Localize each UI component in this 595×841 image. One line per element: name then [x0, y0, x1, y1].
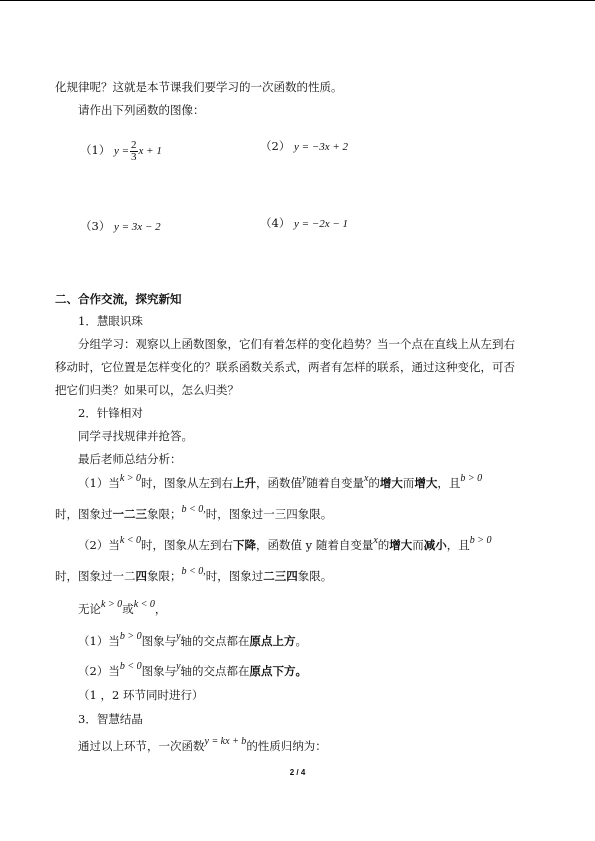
either-condition: [78, 599, 167, 618]
text: （1）当: [78, 476, 120, 490]
condition-k: k > 0: [119, 473, 142, 484]
note-text: （1 ，2 环节同时进行）: [78, 688, 204, 702]
text: 时，图象从左到右: [141, 538, 234, 552]
keyword: 原点下方。: [249, 664, 308, 678]
case-2-line-1: [78, 535, 492, 554]
variable-x: x: [373, 535, 378, 546]
variable-x: x: [363, 473, 369, 484]
text: ，函数值: [256, 476, 303, 490]
keyword: 下降: [233, 538, 257, 552]
text: 通过以上环节，一次函数: [78, 739, 205, 753]
text: 图象与: [141, 664, 177, 678]
function-4-number: （4）: [260, 216, 291, 230]
condition-b: b < 0,: [181, 504, 206, 515]
linear-function-formula: y = kx + b: [204, 736, 247, 747]
function-1: [80, 136, 162, 165]
text: 象限；: [147, 507, 182, 521]
variable-y: y: [176, 661, 181, 672]
text: 的: [368, 476, 380, 490]
subsection-1-title: 1．慧眼识珠: [78, 314, 143, 328]
keyword: 上升: [233, 476, 257, 490]
text: ，: [154, 602, 167, 616]
subsection-2-title: 2．针锋相对: [78, 406, 143, 420]
section-heading: 二、合作交流，探究新知: [55, 292, 182, 306]
case-1-line-1: [78, 473, 483, 492]
condition-b: b < 0: [119, 661, 142, 672]
function-4: [260, 216, 348, 231]
text: 的: [377, 538, 390, 552]
text: 时，图象过: [55, 507, 113, 521]
function-1-lhs: y =: [113, 145, 130, 157]
text: ，且: [446, 538, 470, 552]
text: （2）当: [78, 664, 120, 678]
text: 轴的交点都在: [180, 634, 250, 648]
paragraph-line: 分组学习：观察以上函数图象，它们有着怎样的变化趋势？当一个点在直线上从左到右: [78, 337, 515, 351]
text: 时，图象过: [205, 569, 264, 583]
text: （1）当: [78, 634, 120, 648]
function-2-formula: y = −3x + 2: [293, 141, 349, 153]
text: 象限；: [147, 569, 182, 583]
function-3-number: （3）: [80, 219, 111, 233]
text: 时，图象从左到右: [141, 476, 234, 490]
text: 或: [122, 602, 134, 616]
paragraph-line: 同学寻找规律并抢答。: [78, 429, 193, 443]
intro-text: 化规律呢？这就是本节课我们要学习的一次函数的性质。: [55, 80, 343, 94]
keyword: 原点上方: [249, 634, 296, 648]
function-4-formula: y = −2x − 1: [293, 218, 349, 230]
function-2: [260, 139, 348, 154]
fraction-numerator: 2: [131, 138, 137, 151]
function-1-fraction: [130, 140, 138, 163]
fraction-denominator: 3: [131, 150, 137, 163]
text: 。: [295, 634, 308, 648]
condition-k: k < 0: [133, 599, 155, 610]
case-2-line-2: [55, 566, 333, 585]
paragraph-line: 把它们归类？如果可以，怎么归类？: [55, 383, 239, 397]
text: 随着自变量: [306, 476, 364, 490]
keyword: 增大: [414, 476, 438, 490]
top-border-line: [0, 0, 595, 1]
intercept-rule-1: [78, 631, 308, 650]
paragraph-line: 最后老师总结分析：: [78, 452, 182, 466]
condition-k: k > 0: [101, 599, 123, 610]
condition-b: b < 0,: [181, 566, 206, 577]
condition-b: b > 0: [460, 473, 483, 484]
condition-b: b > 0: [119, 631, 142, 642]
text: （2）当: [78, 538, 120, 552]
text: 轴的交点都在: [180, 664, 250, 678]
variable-y: y: [176, 631, 181, 642]
function-1-number: （1）: [80, 143, 111, 157]
function-1-rhs: x + 1: [138, 145, 162, 157]
function-2-number: （2）: [260, 139, 291, 153]
instruction-text: 请作出下列函数的图像：: [78, 103, 205, 117]
text: ，函数值 y 随着自变量: [256, 538, 374, 552]
paragraph-line: 移动时，它位置是怎样变化的？联系函数关系式，两者有怎样的联系，通过这种变化，可否: [55, 360, 515, 374]
text: ，且: [437, 476, 461, 490]
text: 象限。: [297, 569, 333, 583]
summary-line: [78, 736, 327, 755]
text: 时，图象过一二: [55, 569, 136, 583]
keyword: 增大: [389, 538, 413, 552]
variable-y: y: [302, 473, 307, 484]
text: 的性质归纳为：: [246, 739, 327, 753]
text: 而: [412, 538, 424, 552]
subsection-3-title: 3．智慧结晶: [78, 712, 143, 726]
intercept-rule-2: [78, 661, 308, 680]
keyword: 四: [135, 569, 147, 583]
function-3: [80, 219, 161, 234]
condition-b: b > 0: [469, 535, 492, 546]
case-1-line-2: [55, 504, 333, 523]
keyword: 一二三: [112, 507, 147, 521]
condition-k: k < 0: [119, 535, 142, 546]
text: 无论: [78, 602, 101, 616]
keyword: 增大: [379, 476, 403, 490]
keyword: 减小: [423, 538, 447, 552]
page-number: 2 / 4: [289, 768, 306, 777]
function-3-formula: y = 3x − 2: [113, 221, 161, 233]
text: 而: [402, 476, 415, 490]
text: 图象与: [141, 634, 177, 648]
keyword: 二三四: [263, 569, 298, 583]
text: 时，图象过一三四象限。: [205, 507, 333, 521]
